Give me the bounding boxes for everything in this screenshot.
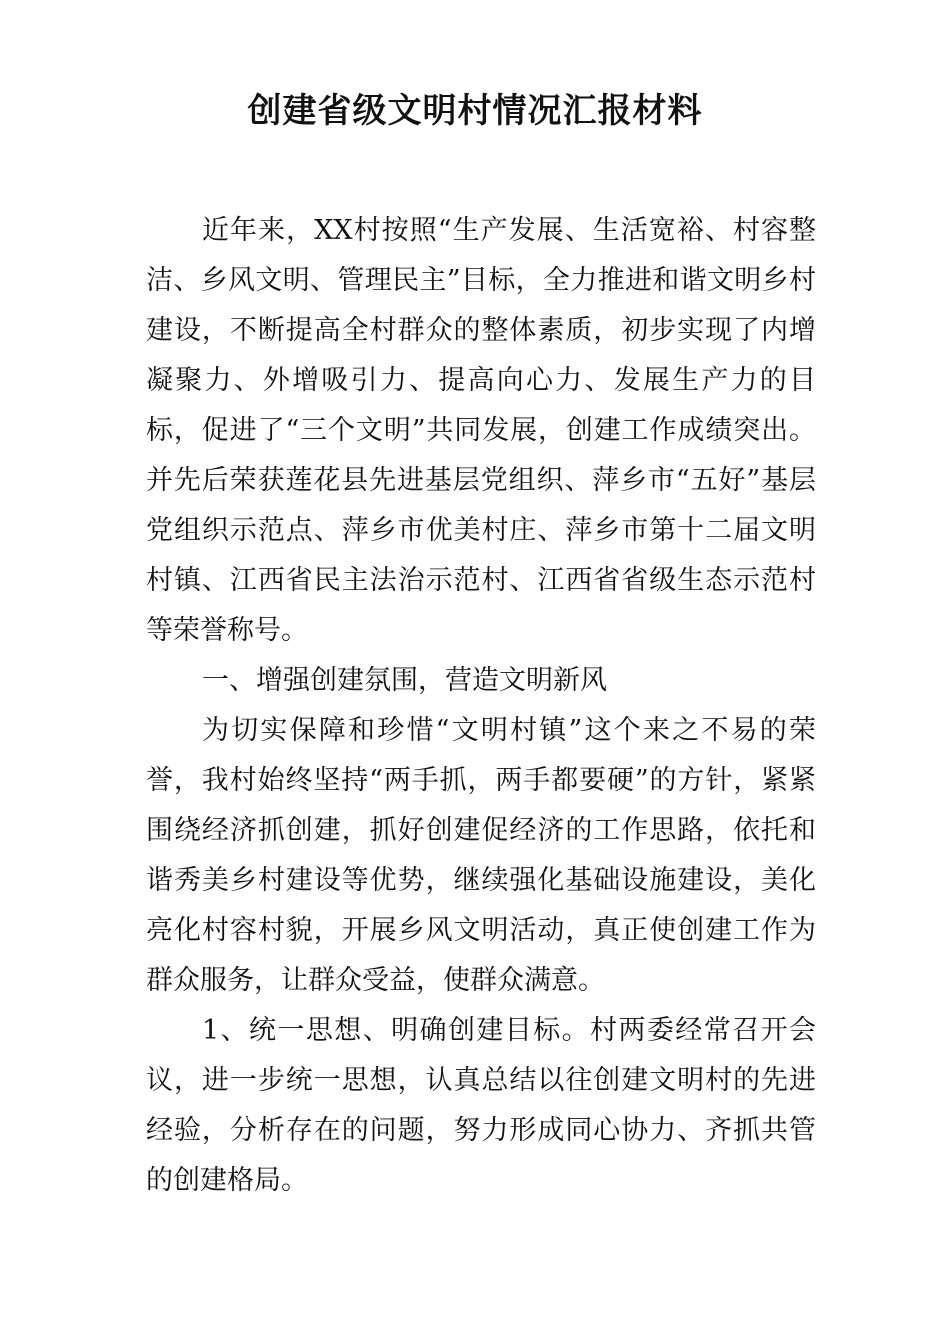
intro-paragraph: 近年来，XX村按照“生产发展、生活宽裕、村容整洁、乡风文明、管理民主”目标，全力推进和谐文明乡村建设，不断提高全村群众的整体素质，初步实现了内增凝聚力、外增吸引力、提高向心力、发展生产力的目标，促进了“三个文明”共同发展，创建工作成绩突出。并先后荣获莲花县先进基层党组织、萍乡市“五好”基层党组织示范点、萍乡市优美村庄、萍乡市第十二届文明村镇、江西省民主法治示范村、江西省省级生态示范村等荣誉称号。 bbox=[146, 215, 816, 646]
section-heading: 一、增强创建氛围，营造文明新风 bbox=[202, 665, 607, 696]
document-title: 创建省级文明村情况汇报材料 bbox=[247, 91, 703, 131]
subsection-paragraph: 1、统一思想、明确创建目标。村两委经常召开会议，进一步统一思想，认真总结以往创建文明村的先进经验，分析存在的问题，努力形成同心协力、齐抓共管的创建格局。 bbox=[146, 1015, 816, 1196]
section-paragraph: 为切实保障和珍惜“文明村镇”这个来之不易的荣誉，我村始终坚持“两手抓，两手都要硬”的方针，紧紧围绕经济抓创建，抓好创建促经济的工作思路，依托和谐秀美乡村建设等优势，继续强化基础设施建设，美化亮化村容村貌，开展乡风文明活动，真正使创建工作为群众服务，让群众受益，使群众满意。 bbox=[146, 715, 816, 996]
document-body bbox=[146, 206, 816, 1206]
